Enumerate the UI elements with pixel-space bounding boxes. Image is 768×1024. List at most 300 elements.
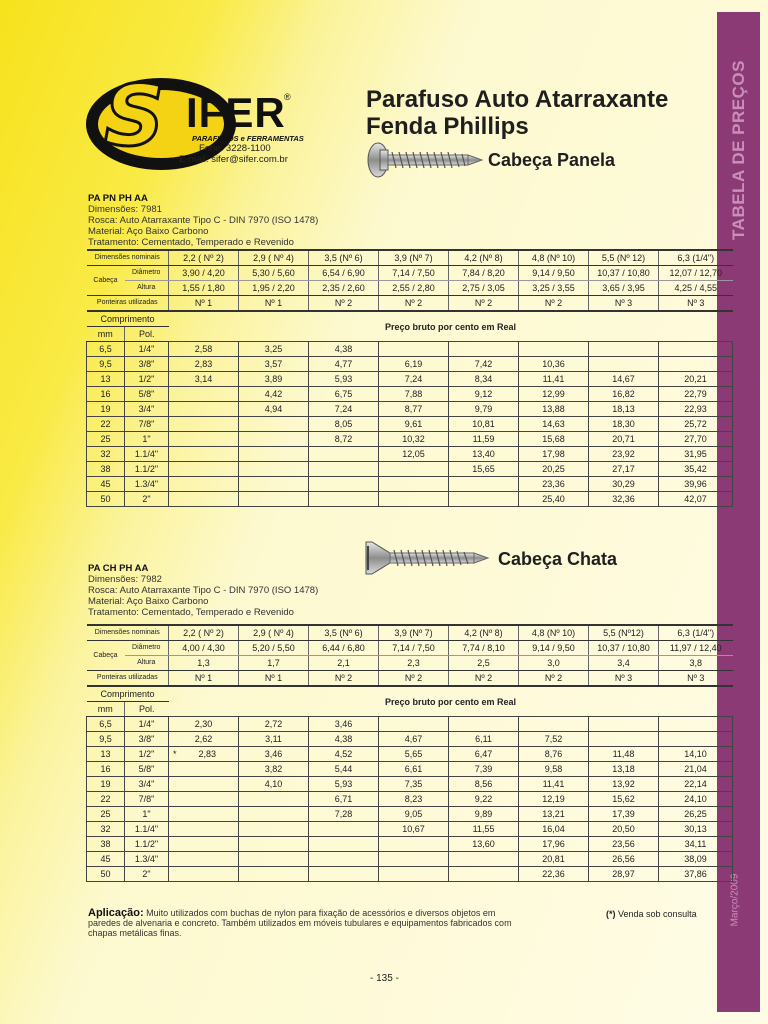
price-cell bbox=[239, 492, 309, 507]
price-cell bbox=[659, 342, 733, 357]
price-cell: 12,99 bbox=[519, 387, 589, 402]
price-cell: 31,95 bbox=[659, 447, 733, 462]
price-cell: 11,41 bbox=[519, 777, 589, 792]
price-cell bbox=[589, 342, 659, 357]
price-cell: 23,36 bbox=[519, 477, 589, 492]
price-cell: 3,82 bbox=[239, 762, 309, 777]
nominal-size: 2,2 ( Nº 2) bbox=[169, 625, 239, 641]
price-cell: 32,36 bbox=[589, 492, 659, 507]
price-cell bbox=[239, 432, 309, 447]
spec-line: Dimensões: 7981 bbox=[88, 204, 162, 215]
page-title bbox=[366, 86, 668, 140]
side-date: Março/2009 bbox=[729, 873, 741, 927]
tip-value: Nº 2 bbox=[379, 296, 449, 312]
price-cell: 20,50 bbox=[589, 822, 659, 837]
length-pol: 1" bbox=[125, 807, 169, 822]
tip-value: Nº 3 bbox=[589, 671, 659, 687]
price-cell bbox=[239, 822, 309, 837]
price-row bbox=[87, 462, 733, 477]
price-cell: 10,67 bbox=[379, 822, 449, 837]
nominal-size: 4,2 (Nº 8) bbox=[449, 625, 519, 641]
length-mm: 13 bbox=[87, 372, 125, 387]
price-cell: 16,04 bbox=[519, 822, 589, 837]
price-cell: 20,25 bbox=[519, 462, 589, 477]
price-cell: 22,93 bbox=[659, 402, 733, 417]
price-cell: 22,14 bbox=[659, 777, 733, 792]
height-value: 2,1 bbox=[309, 656, 379, 671]
price-cell: 15,62 bbox=[589, 792, 659, 807]
price-cell bbox=[449, 852, 519, 867]
price-cell: 4,38 bbox=[309, 732, 379, 747]
spec-block-flat bbox=[88, 563, 318, 618]
price-cell bbox=[169, 867, 239, 882]
diameter-value: 7,74 / 8,10 bbox=[449, 641, 519, 656]
price-cell bbox=[589, 717, 659, 732]
length-pol: 2" bbox=[125, 867, 169, 882]
spec-line: Rosca: Auto Atarraxante Tipo C - DIN 7970 (ISO 1478) bbox=[88, 215, 319, 226]
length-mm: 16 bbox=[87, 387, 125, 402]
email-text: E-mail: sifer@sifer.com.br bbox=[179, 154, 288, 165]
price-row bbox=[87, 477, 733, 492]
price-row bbox=[87, 762, 733, 777]
nominal-label: Dimensões nominais bbox=[87, 250, 169, 266]
registered-mark: ® bbox=[284, 92, 291, 102]
diameter-row bbox=[87, 641, 733, 656]
height-value: 2,75 / 3,05 bbox=[449, 281, 519, 296]
tip-value: Nº 1 bbox=[169, 296, 239, 312]
price-cell bbox=[309, 822, 379, 837]
price-cell: 3,11 bbox=[239, 732, 309, 747]
length-mm: 32 bbox=[87, 822, 125, 837]
price-cell: 9,12 bbox=[449, 387, 519, 402]
application-text: Muito utilizados com buchas de nylon para fixação de acessórios e diversos objetos em paredes de alvenaria e concreto. Também utilizados em móveis tubulares e equipamentos fabricados com chapas metálicas finas. bbox=[88, 908, 512, 938]
price-row bbox=[87, 357, 733, 372]
diameter-value: 12,07 / 12,70 bbox=[659, 266, 733, 281]
length-mm: 22 bbox=[87, 792, 125, 807]
length-pol: 7/8" bbox=[125, 792, 169, 807]
nominal-size: 5,5 (Nº12) bbox=[589, 625, 659, 641]
tip-value: Nº 1 bbox=[239, 671, 309, 687]
price-cell: 2,30 bbox=[169, 717, 239, 732]
length-pol: 1/4" bbox=[125, 717, 169, 732]
height-value: 4,25 / 4,55 bbox=[659, 281, 733, 296]
price-cell: 25,40 bbox=[519, 492, 589, 507]
price-row bbox=[87, 852, 733, 867]
price-cell: 4,10 bbox=[239, 777, 309, 792]
price-cell bbox=[239, 477, 309, 492]
mm-label: mm bbox=[87, 702, 125, 717]
price-cell: 13,60 bbox=[449, 837, 519, 852]
length-pol: 5/8" bbox=[125, 762, 169, 777]
price-cell bbox=[169, 792, 239, 807]
head-label: Cabeça bbox=[87, 266, 125, 296]
price-cell: 9,89 bbox=[449, 807, 519, 822]
price-cell: 13,21 bbox=[519, 807, 589, 822]
length-pol: 1.1/2" bbox=[125, 837, 169, 852]
length-mm: 45 bbox=[87, 477, 125, 492]
price-cell: 8,72 bbox=[309, 432, 379, 447]
nominal-size: 2,9 ( Nº 4) bbox=[239, 625, 309, 641]
price-cell: 7,88 bbox=[379, 387, 449, 402]
nominal-size: 4,2 (Nº 8) bbox=[449, 250, 519, 266]
price-cell: 13,18 bbox=[589, 762, 659, 777]
section-heading-pan: Cabeça Panela bbox=[488, 150, 616, 170]
length-label: Comprimento bbox=[87, 311, 169, 327]
price-cell: 28,97 bbox=[589, 867, 659, 882]
length-mm: 19 bbox=[87, 777, 125, 792]
price-cell: 37,86 bbox=[659, 867, 733, 882]
phone-text: Fone: 3228-1100 bbox=[199, 143, 271, 154]
price-cell bbox=[379, 477, 449, 492]
tips-label: Ponteiras utilizadas bbox=[87, 671, 169, 687]
price-cell bbox=[309, 447, 379, 462]
price-table-pan bbox=[86, 249, 733, 507]
diameter-value: 10,37 / 10,80 bbox=[589, 266, 659, 281]
price-cell: 3,14 bbox=[169, 372, 239, 387]
height-value: 1,95 / 2,20 bbox=[239, 281, 309, 296]
price-cell: 9,05 bbox=[379, 807, 449, 822]
price-row bbox=[87, 792, 733, 807]
nominal-label: Dimensões nominais bbox=[87, 625, 169, 641]
diameter-value: 11,97 / 12,40 bbox=[659, 641, 733, 656]
price-cell bbox=[659, 732, 733, 747]
application-note bbox=[88, 908, 518, 938]
price-cell: 6,71 bbox=[309, 792, 379, 807]
price-cell: 21,04 bbox=[659, 762, 733, 777]
flat-head-screw-icon bbox=[362, 538, 492, 578]
length-pol: 3/4" bbox=[125, 402, 169, 417]
price-row bbox=[87, 342, 733, 357]
price-cell: 13,88 bbox=[519, 402, 589, 417]
length-pol: 1/2" bbox=[125, 747, 169, 762]
length-mm: 22 bbox=[87, 417, 125, 432]
price-row bbox=[87, 747, 733, 762]
price-cell bbox=[379, 462, 449, 477]
tips-row bbox=[87, 296, 733, 312]
price-cell: 12,05 bbox=[379, 447, 449, 462]
price-cell bbox=[169, 402, 239, 417]
price-cell: 42,07 bbox=[659, 492, 733, 507]
price-cell bbox=[169, 747, 239, 762]
price-cell: 2,62 bbox=[169, 732, 239, 747]
tip-value: Nº 2 bbox=[449, 296, 519, 312]
height-value: 3,25 / 3,55 bbox=[519, 281, 589, 296]
price-cell: 8,77 bbox=[379, 402, 449, 417]
price-cell: 8,05 bbox=[309, 417, 379, 432]
price-cell: 2,72 bbox=[239, 717, 309, 732]
length-pol: 3/4" bbox=[125, 777, 169, 792]
length-pol: 1.3/4" bbox=[125, 852, 169, 867]
spec-line: Material: Aço Baixo Carbono bbox=[88, 596, 209, 607]
height-value: 3,0 bbox=[519, 656, 589, 671]
price-cell: 34,11 bbox=[659, 837, 733, 852]
price-cell: 6,47 bbox=[449, 747, 519, 762]
price-row bbox=[87, 447, 733, 462]
price-cell: 5,93 bbox=[309, 372, 379, 387]
price-cell: 6,61 bbox=[379, 762, 449, 777]
price-cell bbox=[379, 837, 449, 852]
tip-value: Nº 2 bbox=[379, 671, 449, 687]
length-mm: 50 bbox=[87, 867, 125, 882]
price-cell bbox=[169, 447, 239, 462]
pol-label: Pol. bbox=[125, 327, 169, 342]
height-value: 3,8 bbox=[659, 656, 733, 671]
length-pol: 7/8" bbox=[125, 417, 169, 432]
length-mm: 13 bbox=[87, 747, 125, 762]
price-cell: 9,79 bbox=[449, 402, 519, 417]
price-cell: 8,56 bbox=[449, 777, 519, 792]
nominal-row bbox=[87, 250, 733, 266]
price-row bbox=[87, 372, 733, 387]
length-mm: 6,5 bbox=[87, 717, 125, 732]
logo-tagline: PARAFUSOS e FERRAMENTAS bbox=[192, 134, 304, 143]
price-cell: 13,40 bbox=[449, 447, 519, 462]
price-cell: 10,81 bbox=[449, 417, 519, 432]
length-mm: 32 bbox=[87, 447, 125, 462]
pan-head-screw-icon bbox=[366, 140, 486, 180]
price-cell: 18,30 bbox=[589, 417, 659, 432]
length-pol: 1.1/4" bbox=[125, 447, 169, 462]
price-cell bbox=[169, 822, 239, 837]
price-cell: 3,46 bbox=[309, 717, 379, 732]
logo-wordmark: IFER bbox=[186, 89, 286, 136]
length-label: Comprimento bbox=[87, 686, 169, 702]
price-cell: 23,92 bbox=[589, 447, 659, 462]
price-cell bbox=[309, 867, 379, 882]
price-cell: 4,67 bbox=[379, 732, 449, 747]
nominal-size: 2,2 ( Nº 2) bbox=[169, 250, 239, 266]
nominal-row bbox=[87, 625, 733, 641]
consult-note bbox=[606, 909, 697, 919]
price-cell bbox=[239, 807, 309, 822]
height-value: 3,65 / 3,95 bbox=[589, 281, 659, 296]
tip-value: Nº 3 bbox=[659, 671, 733, 687]
nominal-size: 6,3 (1/4") bbox=[659, 250, 733, 266]
price-cell: 9,22 bbox=[449, 792, 519, 807]
price-cell bbox=[309, 852, 379, 867]
price-cell bbox=[169, 837, 239, 852]
price-cell bbox=[379, 717, 449, 732]
price-cell: 11,41 bbox=[519, 372, 589, 387]
price-cell bbox=[169, 777, 239, 792]
price-cell bbox=[379, 492, 449, 507]
price-cell: 39,96 bbox=[659, 477, 733, 492]
price-cell: 15,68 bbox=[519, 432, 589, 447]
nominal-size: 2,9 ( Nº 4) bbox=[239, 250, 309, 266]
price-cell bbox=[589, 732, 659, 747]
price-cell: 7,24 bbox=[309, 402, 379, 417]
price-cell: 15,65 bbox=[449, 462, 519, 477]
price-cell bbox=[239, 852, 309, 867]
spec-line: Rosca: Auto Atarraxante Tipo C - DIN 7970 (ISO 1478) bbox=[88, 585, 319, 596]
length-mm: 50 bbox=[87, 492, 125, 507]
price-cell: 7,28 bbox=[309, 807, 379, 822]
price-cell: 8,34 bbox=[449, 372, 519, 387]
price-cell: 11,59 bbox=[449, 432, 519, 447]
price-cell: 5,93 bbox=[309, 777, 379, 792]
price-cell bbox=[309, 837, 379, 852]
spec-line: Tratamento: Cementado, Temperado e Revenido bbox=[88, 237, 294, 248]
price-cell: 20,81 bbox=[519, 852, 589, 867]
price-cell bbox=[449, 867, 519, 882]
product-code: PA PN PH AA bbox=[88, 193, 148, 204]
price-cell: 14,63 bbox=[519, 417, 589, 432]
length-pol: 1.1/4" bbox=[125, 822, 169, 837]
height-value: 3,4 bbox=[589, 656, 659, 671]
height-row bbox=[87, 656, 733, 671]
price-cell bbox=[239, 792, 309, 807]
price-cell: 20,71 bbox=[589, 432, 659, 447]
price-cell: 2,83 bbox=[169, 357, 239, 372]
tip-value: Nº 3 bbox=[659, 296, 733, 312]
diameter-value: 3,90 / 4,20 bbox=[169, 266, 239, 281]
tip-value: Nº 3 bbox=[589, 296, 659, 312]
length-header-row bbox=[87, 311, 733, 327]
price-cell: 22,36 bbox=[519, 867, 589, 882]
page-number: - 135 - bbox=[370, 973, 399, 984]
contact-info bbox=[179, 143, 288, 165]
price-cell: 4,77 bbox=[309, 357, 379, 372]
price-cell bbox=[379, 852, 449, 867]
price-row bbox=[87, 837, 733, 852]
price-cell: 14,10 bbox=[659, 747, 733, 762]
price-cell: 12,19 bbox=[519, 792, 589, 807]
product-code: PA CH PH AA bbox=[88, 563, 149, 574]
price-cell: 18,13 bbox=[589, 402, 659, 417]
price-cell: 6,75 bbox=[309, 387, 379, 402]
nominal-size: 3,9 (Nº 7) bbox=[379, 625, 449, 641]
price-cell bbox=[169, 462, 239, 477]
price-table-flat bbox=[86, 624, 733, 882]
length-mm: 25 bbox=[87, 807, 125, 822]
diameter-label: Diâmetro bbox=[125, 266, 169, 281]
price-row bbox=[87, 732, 733, 747]
price-cell bbox=[239, 837, 309, 852]
tip-value: Nº 2 bbox=[309, 671, 379, 687]
length-mm: 38 bbox=[87, 837, 125, 852]
price-cell: 10,36 bbox=[519, 357, 589, 372]
price-row bbox=[87, 492, 733, 507]
price-cell bbox=[169, 417, 239, 432]
price-cell: 7,35 bbox=[379, 777, 449, 792]
price-cell bbox=[589, 357, 659, 372]
height-value: 2,3 bbox=[379, 656, 449, 671]
diameter-value: 5,20 / 5,50 bbox=[239, 641, 309, 656]
diameter-value: 6,44 / 6,80 bbox=[309, 641, 379, 656]
price-cell: 3,46 bbox=[239, 747, 309, 762]
price-cell: 9,58 bbox=[519, 762, 589, 777]
price-cell: 20,21 bbox=[659, 372, 733, 387]
nominal-size: 3,5 (Nº 6) bbox=[309, 250, 379, 266]
price-cell bbox=[169, 492, 239, 507]
tips-label: Ponteiras utilizadas bbox=[87, 296, 169, 312]
length-pol: 1/4" bbox=[125, 342, 169, 357]
price-cell: 17,98 bbox=[519, 447, 589, 462]
price-row bbox=[87, 807, 733, 822]
height-value: 1,3 bbox=[169, 656, 239, 671]
length-pol: 1.1/2" bbox=[125, 462, 169, 477]
price-cell: 24,10 bbox=[659, 792, 733, 807]
spec-line: Tratamento: Cementado, Temperado e Revenido bbox=[88, 607, 294, 618]
price-cell: 2,58 bbox=[169, 342, 239, 357]
price-value: 2,83 bbox=[198, 749, 217, 759]
price-cell: 30,29 bbox=[589, 477, 659, 492]
price-row bbox=[87, 717, 733, 732]
head-label: Cabeça bbox=[87, 641, 125, 671]
diameter-value: 7,14 / 7,50 bbox=[379, 641, 449, 656]
price-cell: 14,67 bbox=[589, 372, 659, 387]
nominal-size: 5,5 (Nº 12) bbox=[589, 250, 659, 266]
price-cell: 3,57 bbox=[239, 357, 309, 372]
height-value: 2,35 / 2,60 bbox=[309, 281, 379, 296]
price-cell: 7,52 bbox=[519, 732, 589, 747]
length-mm: 25 bbox=[87, 432, 125, 447]
height-value: 1,7 bbox=[239, 656, 309, 671]
price-row bbox=[87, 777, 733, 792]
price-cell bbox=[449, 342, 519, 357]
nominal-size: 4,8 (Nº 10) bbox=[519, 625, 589, 641]
length-mm: 9,5 bbox=[87, 732, 125, 747]
price-cell bbox=[169, 477, 239, 492]
length-mm: 19 bbox=[87, 402, 125, 417]
diameter-value: 5,30 / 5,60 bbox=[239, 266, 309, 281]
price-cell: 27,70 bbox=[659, 432, 733, 447]
diameter-value: 7,14 / 7,50 bbox=[379, 266, 449, 281]
consult-mark: * bbox=[173, 749, 177, 759]
length-pol: 2" bbox=[125, 492, 169, 507]
length-pol: 1.3/4" bbox=[125, 477, 169, 492]
price-cell: 7,24 bbox=[379, 372, 449, 387]
price-cell: 5,44 bbox=[309, 762, 379, 777]
logo-initial: S bbox=[104, 67, 165, 165]
height-row bbox=[87, 281, 733, 296]
diameter-value: 6,54 / 6,90 bbox=[309, 266, 379, 281]
price-cell bbox=[659, 357, 733, 372]
price-cell bbox=[379, 342, 449, 357]
price-cell bbox=[309, 462, 379, 477]
price-cell: 27,17 bbox=[589, 462, 659, 477]
price-cell: 9,61 bbox=[379, 417, 449, 432]
nominal-size: 6,3 (1/4") bbox=[659, 625, 733, 641]
diameter-value: 7,84 / 8,20 bbox=[449, 266, 519, 281]
length-pol: 3/8" bbox=[125, 732, 169, 747]
nominal-size: 4,8 (Nº 10) bbox=[519, 250, 589, 266]
price-cell bbox=[169, 432, 239, 447]
diameter-value: 4,00 / 4,30 bbox=[169, 641, 239, 656]
price-cell: 4,42 bbox=[239, 387, 309, 402]
price-caption: Preço bruto por cento em Real bbox=[385, 321, 517, 332]
height-label: Altura bbox=[125, 656, 169, 671]
diameter-row bbox=[87, 266, 733, 281]
diameter-value: 9,14 / 9,50 bbox=[519, 266, 589, 281]
price-cell: 4,52 bbox=[309, 747, 379, 762]
price-row bbox=[87, 432, 733, 447]
height-value: 2,55 / 2,80 bbox=[379, 281, 449, 296]
tip-value: Nº 1 bbox=[169, 671, 239, 687]
price-cell: 8,23 bbox=[379, 792, 449, 807]
title-line-2: Fenda Phillips bbox=[366, 113, 529, 140]
nominal-size: 3,5 (Nº 6) bbox=[309, 625, 379, 641]
price-cell: 38,09 bbox=[659, 852, 733, 867]
tip-value: Nº 2 bbox=[519, 296, 589, 312]
spec-line: Material: Aço Baixo Carbono bbox=[88, 226, 209, 237]
side-label: TABELA DE PREÇOS bbox=[729, 60, 748, 240]
price-cell bbox=[309, 492, 379, 507]
price-row bbox=[87, 822, 733, 837]
price-cell: 22,79 bbox=[659, 387, 733, 402]
title-line-1: Parafuso Auto Atarraxante bbox=[366, 86, 669, 113]
price-cell: 11,48 bbox=[589, 747, 659, 762]
